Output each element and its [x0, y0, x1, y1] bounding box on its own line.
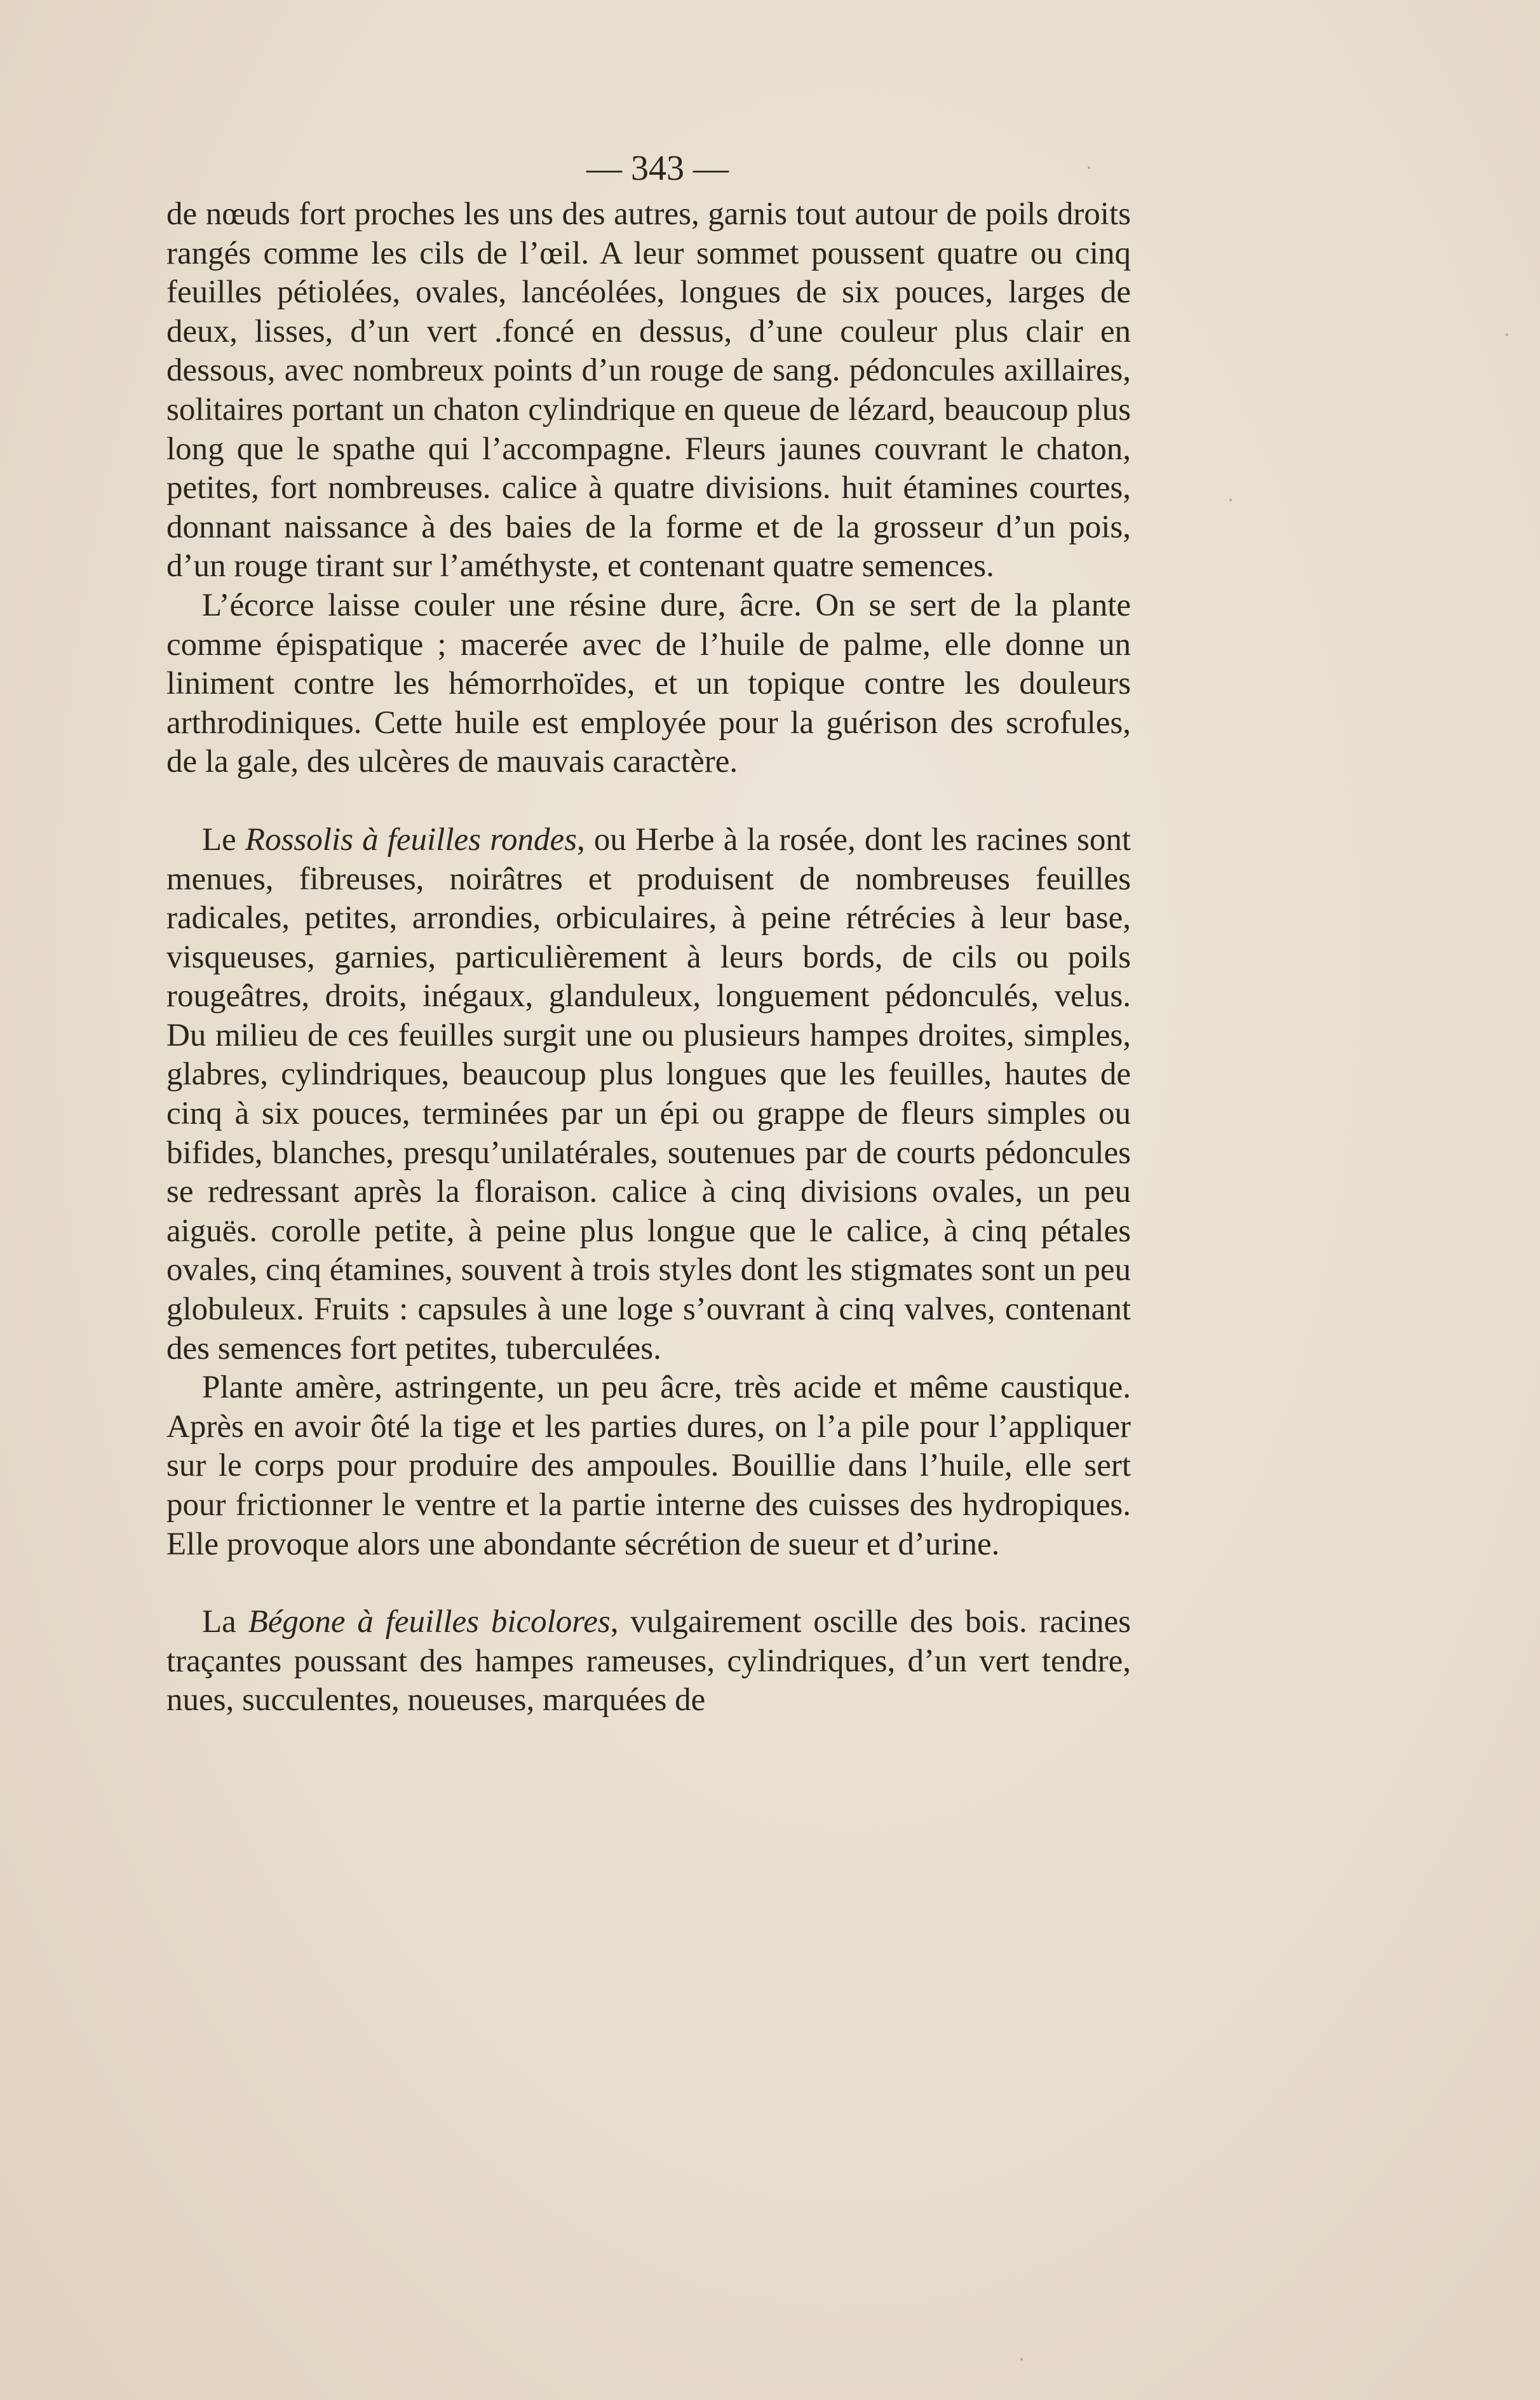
paragraph-rossolis — [166, 821, 1131, 1368]
paragraph-begone — [166, 1603, 1131, 1720]
begone-name: Bégone à feuilles bicolores — [248, 1604, 611, 1640]
rossolis-lead: Le — [202, 821, 245, 858]
begone-lead: La — [202, 1604, 248, 1640]
paragraph-bark-uses: L’écorce laisse couler une résine dure, âcre. On se sert de la plante comme épispatique ; macerée avec de l’huile de palme, elle donne un liniment contre les hémorrhoïdes, et un topique contre les douleurs arthrodiniques. Cette huile est employée pour la guérison des scrofules, de la gale, des ulcères de mauvais caractère. — [166, 587, 1131, 780]
paper-speck — [1506, 334, 1508, 336]
paragraph-rossolis-uses: Plante amère, astringente, un peu âcre, très acide et même caustique. Après en avoir ôté la tige et les parties dures, on l’a pile pour l’appliquer sur le corps pour produire des ampoules. Bouillie dans l’huile, elle sert pour frictionner le ventre et la partie interne des cuisses des hydropiques. Elle provoque alors une abondante sécrétion de sueur et d’urine. — [166, 1370, 1131, 1562]
paper-speck — [1229, 499, 1232, 501]
paper-speck — [1020, 2358, 1023, 2361]
begone-description: , vulgairement oscille des bois. racines traçantes poussant des hampes rameuses, cylindriques, d’un vert tendre, nues, succulentes, noueuses, marquées de — [166, 1604, 1131, 1718]
page-text — [166, 143, 1131, 1720]
rossolis-description: , ou Herbe à la rosée, dont les racines sont menues, fibreuses, noirâtres et produisent de nombreuses feuilles radicales, petites, arrondies, orbiculaires, à peine rétrécies à leur base, visqueuses, garnies, particulièrement à leurs bords, de cils ou poils rougeâtres, droits, inégaux, glanduleux, longuement pédonculés, velus. Du milieu de ces feuilles surgit une ou plusieurs hampes droites, simples, glabres, cylindriques, beaucoup plus longues que les feuilles, hautes de cinq à six pouces, terminées par un épi ou grappe de fleurs simples ou bifides, blanches, presqu’unilatérales, soutenues par de courts pédoncules se redressant après la floraison. calice à cinq divisions ovales, un peu aiguës. corolle petite, à peine plus longue que le calice, à cinq pétales ovales, cinq étamines, souvent à trois styles dont les stigmates sont un peu globuleux. Fruits : capsules à une loge s’ouvrant à cinq valves, contenant des semences fort petites, tuberculées. — [166, 821, 1131, 1366]
paragraph-continuation: de nœuds fort proches les uns des autres, garnis tout autour de poils droits rangés comme les cils de l’œil. A leur sommet poussent quatre ou cinq feuilles pétiolées, ovales, lancéolées, longues de six pouces, larges de deux, lisses, d’un vert .foncé en dessus, d’une couleur plus clair en dessous, avec nombreux points d’un rouge de sang. pédoncules axillaires, solitaires portant un chaton cylindrique en queue de lézard, beaucoup plus long que le spathe qui l’accompagne. Fleurs jaunes couvrant le chaton, petites, fort nombreuses. calice à quatre divisions. huit étamines courtes, donnant naissance à des baies de la forme et de la grosseur d’un pois, d’un rouge tirant sur l’améthyste, et contenant quatre semences. — [166, 196, 1131, 584]
rossolis-name: Rossolis à feuilles rondes — [245, 821, 578, 858]
page-number: — 343 — — [586, 149, 729, 188]
